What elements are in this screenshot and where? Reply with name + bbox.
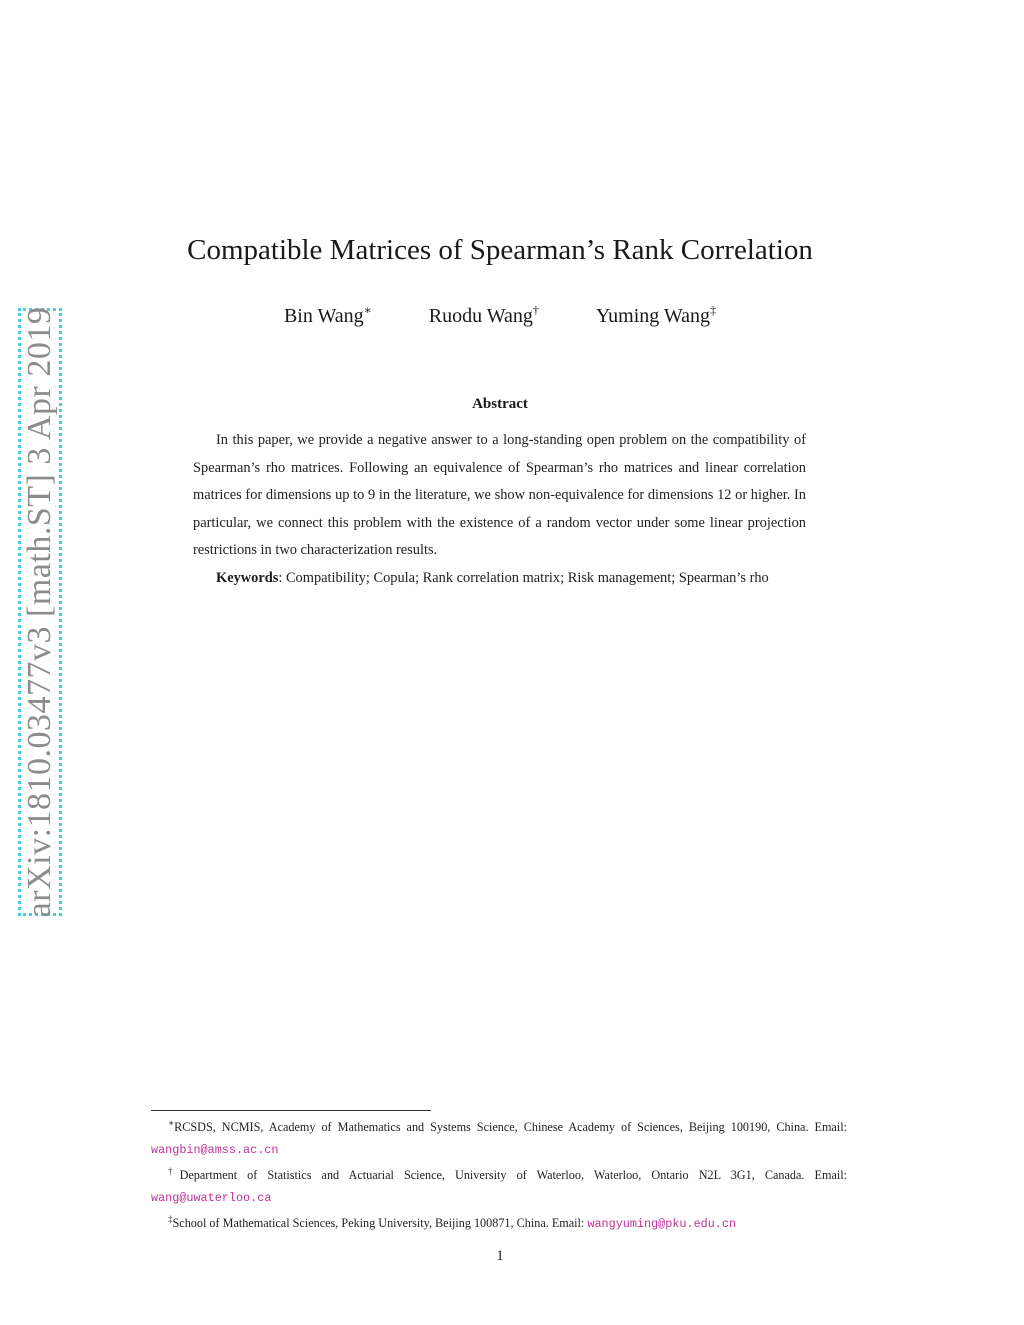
author-name: Bin Wang: [283, 305, 364, 327]
abstract-heading: Abstract: [472, 396, 528, 412]
footnote-text: School of Mathematical Sciences, Peking University, Beijing 100871, China. Email:: [172, 1216, 588, 1230]
email-link[interactable]: wang@uwaterloo.ca: [151, 1190, 272, 1205]
author-mark: †: [532, 303, 539, 317]
arxiv-identifier-text: arXiv:1810.03477v3 [math.ST] 3 Apr 2019: [21, 306, 58, 918]
author-mark: ‡: [710, 303, 717, 317]
footnote-ruodu-wang: [151, 1161, 847, 1209]
footnote-divider: [151, 1110, 431, 1111]
keywords-label: Keywords: [216, 570, 279, 586]
author-bin-wang: [284, 303, 372, 328]
footnote-text: RCSDS, NCMIS, Academy of Mathematics and Systems Science, Chinese Academy of Sciences, Beijing 100190, China. Email:: [174, 1120, 847, 1134]
email-link[interactable]: wangbin@amss.ac.cn: [151, 1142, 279, 1157]
footnote-mark: ‡: [168, 1214, 173, 1224]
abstract-section: [193, 427, 806, 565]
author-name: Yuming Wang: [595, 305, 711, 327]
footnotes: [151, 1113, 847, 1236]
paper-title: Compatible Matrices of Spearman’s Rank Correlation: [187, 234, 813, 266]
footnote-mark: †: [168, 1166, 180, 1176]
abstract-paragraph: In this paper, we provide a negative answer to a long-standing open problem on the compatibility of Spearman’s rho matrices. Following an equivalence of Spearman’s rho matrices and linear correlation matrices for dimensions up to 9 in the literature, we show non-equivalence for dimensions 12 or higher. In particular, we connect this problem with the existence of a random vector under some linear projection restrictions in two characterization results.: [193, 432, 806, 558]
email-link[interactable]: wangyuming@pku.edu.cn: [587, 1217, 737, 1231]
footnote-bin-wang: [151, 1113, 847, 1161]
page-number: 1: [496, 1248, 504, 1264]
author-yuming-wang: [596, 303, 716, 328]
author-name: Ruodu Wang: [428, 305, 533, 327]
footnote-yuming-wang: [151, 1209, 847, 1236]
author-mark: ∗: [363, 303, 372, 317]
footnote-text: Department of Statistics and Actuarial Science, University of Waterloo, Waterloo, Ontario N2L 3G1, Canada. Email:: [179, 1168, 848, 1182]
author-ruodu-wang: [429, 303, 539, 328]
keywords-text: : Compatibility; Copula; Rank correlation matrix; Risk management; Spearman’s rho: [278, 570, 769, 586]
footnote-mark: ∗: [168, 1118, 175, 1128]
author-list: [0, 303, 1000, 328]
keywords-line: [193, 565, 823, 593]
